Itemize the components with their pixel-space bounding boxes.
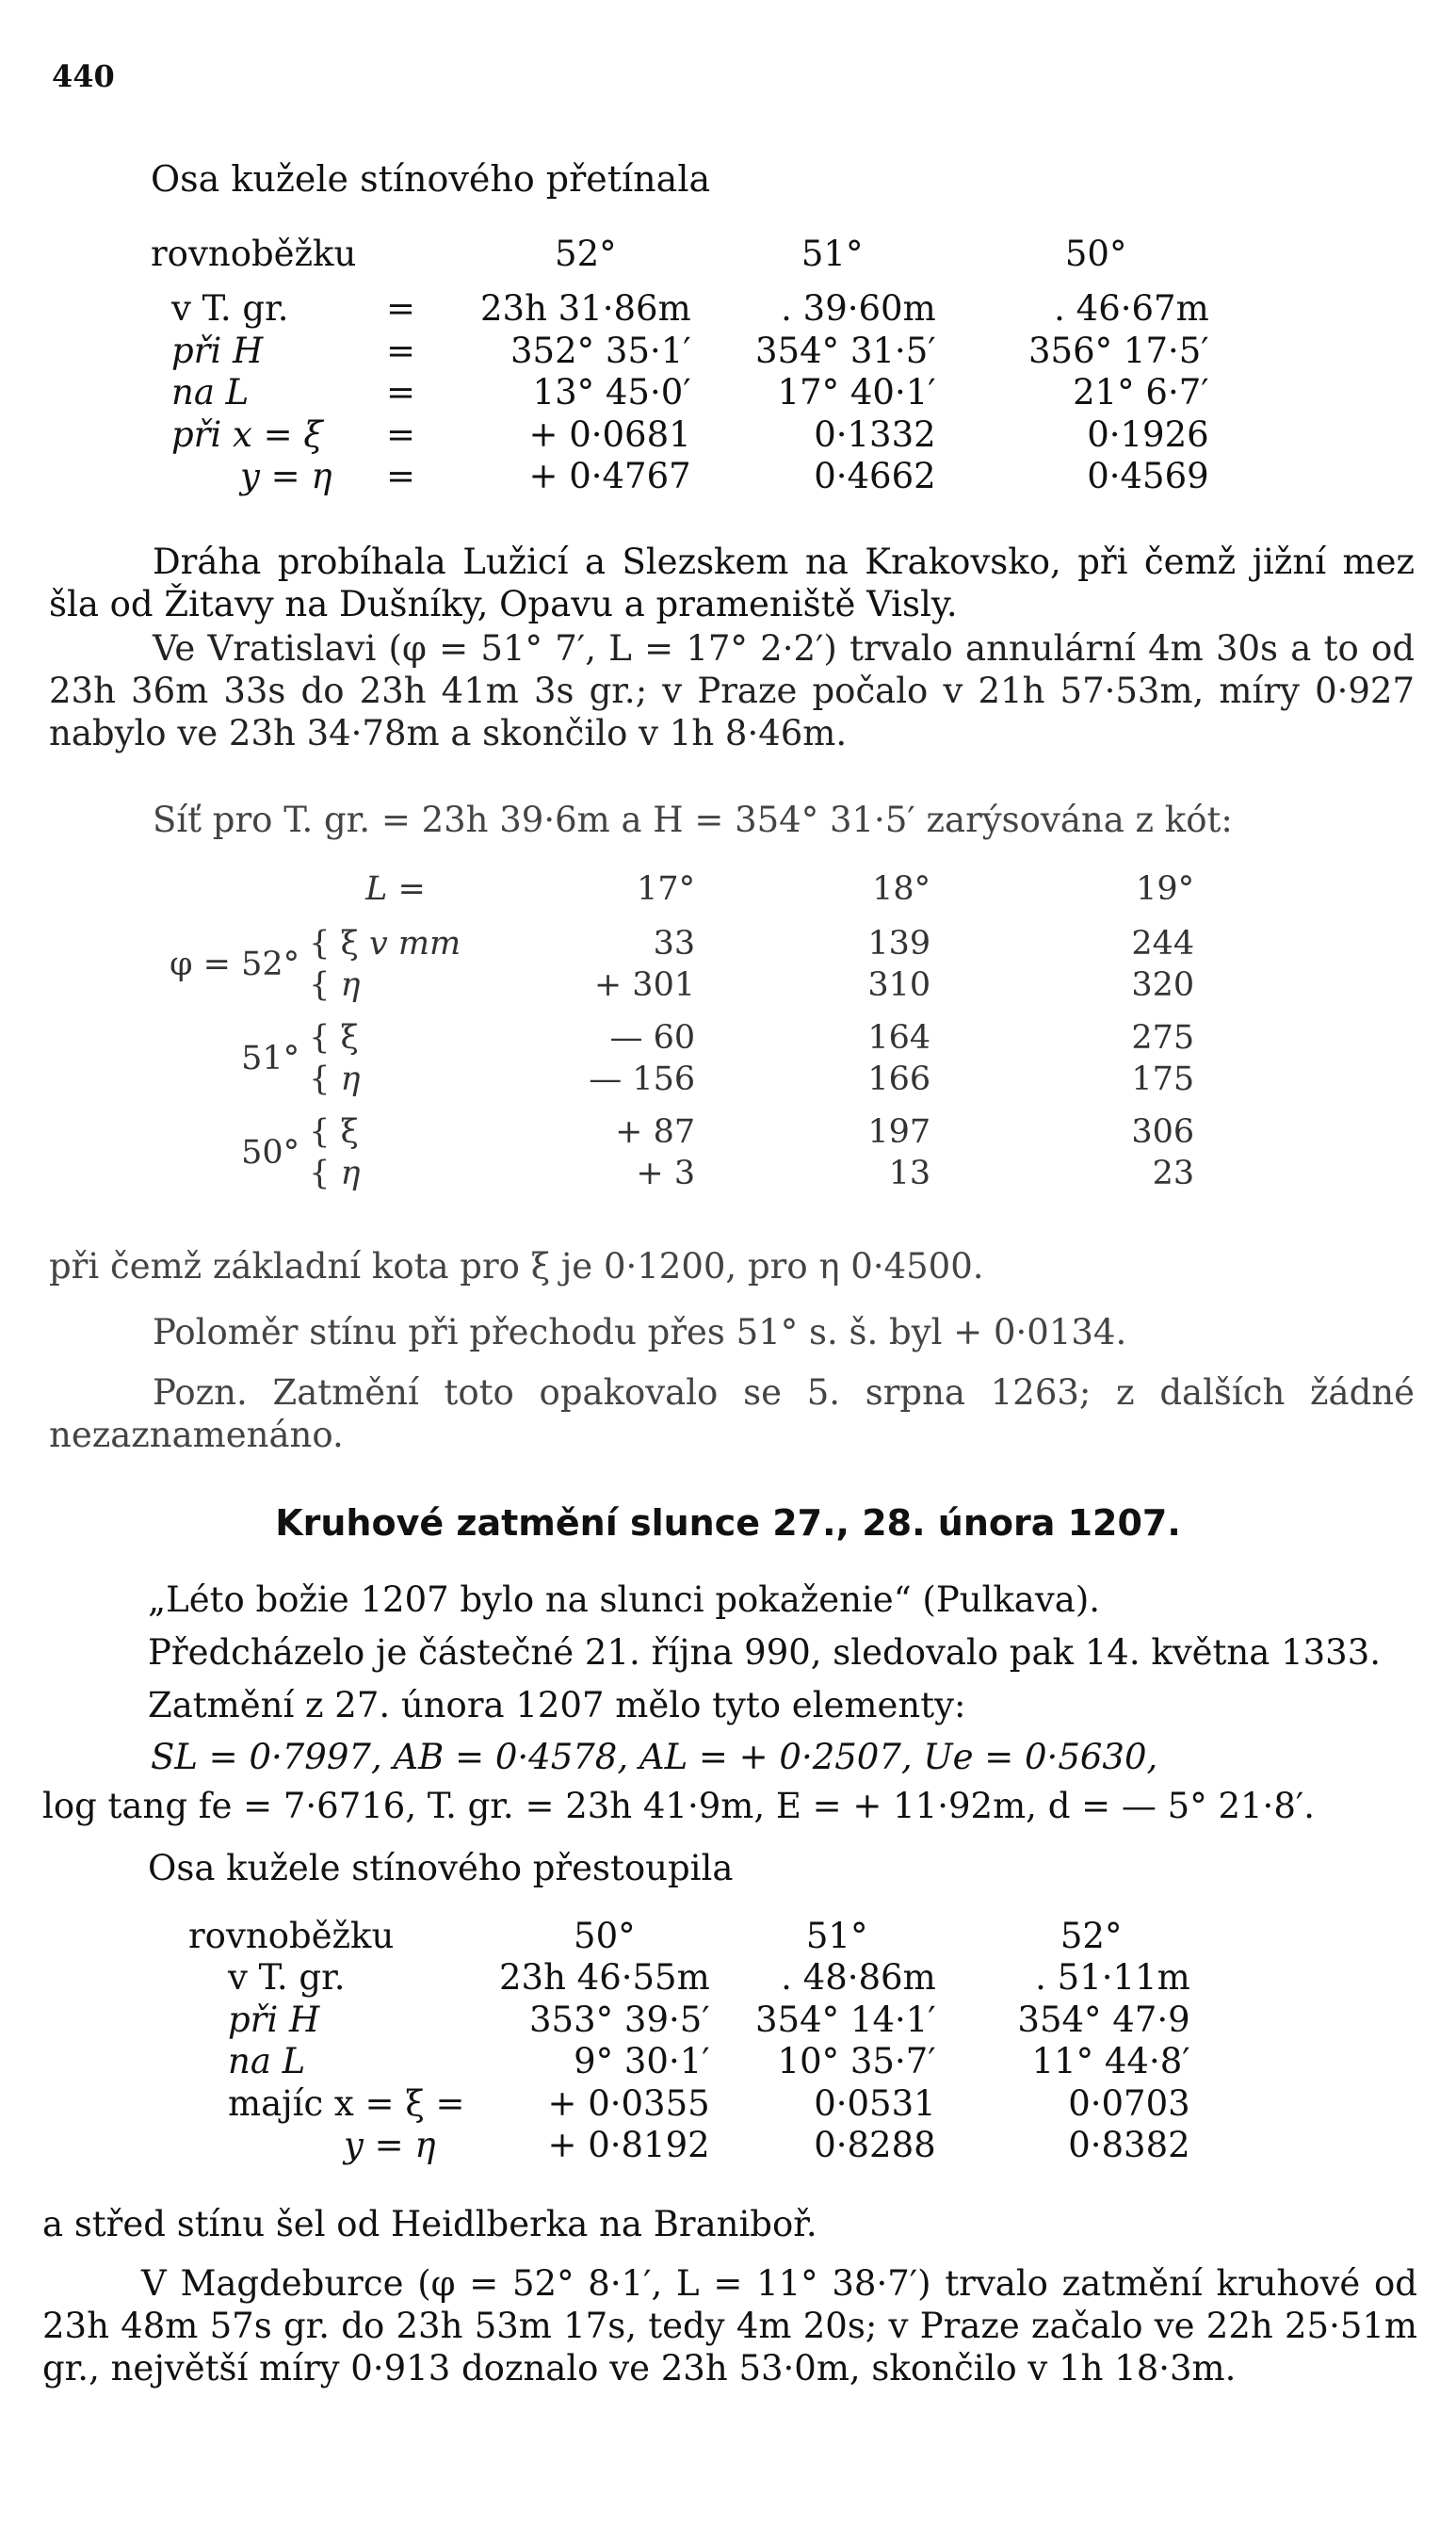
cell-50: 9° 30·1′ (574, 2041, 710, 2082)
table-row (188, 2000, 1219, 2041)
table-row (151, 372, 1219, 413)
cell-50: + 0·8192 (547, 2124, 710, 2165)
cell-52: + 0·0681 (528, 413, 691, 455)
grid-cell: 139 (867, 925, 931, 963)
row-label: při x = ξ (171, 413, 323, 455)
grid-row (170, 1059, 1194, 1100)
grid-cell: + 87 (615, 1113, 696, 1151)
grid-cell: + 301 (593, 966, 696, 1004)
grid-row (170, 964, 1194, 1006)
table-row (188, 2125, 1219, 2166)
table-header-row (151, 234, 1219, 275)
row-eq: = (386, 372, 416, 413)
section2-intro: Osa kužele stínového přestoupila (148, 1848, 734, 1888)
row-label (188, 2083, 499, 2125)
table-row (188, 2083, 1219, 2125)
grid-sym: { ξ (309, 1019, 359, 1057)
grid-cell: 33 (653, 925, 696, 963)
grid-sym: { ξ (309, 1113, 359, 1151)
cell-52: 0·0703 (1068, 2082, 1190, 2124)
note-repetition: Pozn. Zatmění toto opakovalo se 5. srpna 1263; z dalších žádné nezaznamenáno. (49, 1372, 1415, 1455)
grid-cell: 13 (888, 1155, 931, 1192)
grid-cell: 306 (1131, 1113, 1195, 1151)
phi-label: φ = 52° (170, 946, 300, 983)
cell-50: 356° 17·5′ (1028, 330, 1209, 371)
xi-symbol: ξ (340, 1019, 359, 1057)
table-row (151, 414, 1219, 456)
note-shadow-radius: Poloměr stínu při přechodu přes 51° s. š. byl + 0·0134. (153, 1312, 1127, 1352)
pulkava-quote: „Léto božie 1207 bylo na slunci pokaženie“ (Pulkava). (148, 1579, 1101, 1620)
cell-51: 0·1332 (814, 413, 936, 455)
grid-cell: 197 (867, 1113, 931, 1151)
row-label: y = η (240, 455, 332, 496)
paragraph-elements-intro: Zatmění z 27. února 1207 mělo tyto elementy: (148, 1685, 966, 1725)
row-eq: = (386, 288, 416, 330)
grid-table (170, 868, 1194, 1194)
cell-52: 0·8382 (1068, 2124, 1190, 2165)
paragraph-grid-intro: Síť pro T. gr. = 23h 39·6m a H = 354° 31·5′ zarýsována z kót: (153, 800, 1233, 840)
axis-table-2 (188, 1916, 1219, 2166)
cell-51: 0·0531 (814, 2082, 936, 2124)
cell-50: . 46·67m (1054, 288, 1209, 330)
grid-row (170, 1153, 1194, 1194)
row-label: při H (171, 330, 264, 371)
cell-52: . 51·11m (1035, 1957, 1190, 1999)
eta-symbol: η (340, 966, 361, 1004)
cell-50: 23h 46·55m (499, 1957, 710, 1999)
row-label: v T. gr. (228, 1957, 346, 1999)
cell-50: 21° 6·7′ (1073, 372, 1209, 413)
row-eq: = (386, 413, 416, 455)
grid-cell: 320 (1131, 966, 1195, 1004)
header-cell: 51° (805, 1916, 868, 1956)
cell-51: 0·8288 (814, 2124, 936, 2165)
grid-header-row (170, 868, 1194, 910)
grid-cell: — 156 (589, 1061, 696, 1098)
phi-label: 50° (241, 1134, 300, 1172)
row-label: v T. gr. (171, 288, 289, 330)
table-row (151, 288, 1219, 330)
grid-cell: 244 (1131, 925, 1195, 963)
table-row (151, 331, 1219, 372)
header-cell: rovnoběžku (188, 1916, 395, 1956)
cell-51: 354° 14·1′ (755, 1999, 936, 2040)
section1-intro: Osa kužele stínového přetínala (151, 158, 711, 200)
eta-symbol: η (340, 1155, 361, 1192)
header-cell: rovnoběžku (151, 234, 357, 274)
grid-sym: { η (309, 1155, 361, 1192)
elements-line-1: SL = 0·7997, AB = 0·4578, AL = + 0·2507, Ue = 0·5630, (151, 1737, 1158, 1777)
elements-line-2: log tang fe = 7·6716, T. gr. = 23h 41·9m, E = + 11·92m, d = — 5° 21·8′. (42, 1786, 1316, 1826)
cell-52: 23h 31·86m (480, 288, 691, 330)
table-row (188, 2041, 1219, 2082)
paragraph-preceded: Předcházelo je částečné 21. října 990, sledovalo pak 14. května 1333. (148, 1632, 1382, 1673)
header-cell: 51° (801, 234, 864, 274)
table-row (151, 456, 1219, 497)
page-number: 440 (52, 58, 115, 94)
cell-50: 0·4569 (1087, 455, 1209, 496)
phi-label: 51° (241, 1040, 300, 1077)
grid-row (170, 1111, 1194, 1153)
row-label: na L (171, 372, 250, 413)
header-cell: 50° (574, 1916, 636, 1956)
paragraph-heidelberg: a střed stínu šel od Heidlberka na Braniboř. (42, 2204, 817, 2244)
header-cell: 50° (1064, 234, 1127, 274)
cell-51: 0·4662 (814, 455, 936, 496)
cell-52: 13° 45·0′ (532, 372, 691, 413)
xi-symbol: ξ (340, 925, 359, 963)
cell-50: 0·1926 (1087, 413, 1209, 455)
paragraph-magdeburg: V Magdeburce (φ = 52° 8·1′, L = 11° 38·7′) trvalo zatmění kruhové od 23h 48m 57s gr. do 23h 53m 17s, tedy 4m 20s; v Praze začalo ve 22h 25·51m gr., největší míry 0·913 doznalo ve 23h 53·0m, skončilo v 1h 18·3m. (42, 2263, 1417, 2388)
table-header-row (188, 1916, 1219, 1957)
grid-cell: 164 (867, 1019, 931, 1057)
row-label-text: majíc x = ξ (228, 2082, 425, 2124)
section-heading: Kruhové zatmění slunce 27., 28. února 1207. (275, 1502, 1181, 1544)
header-cell: 52° (555, 234, 617, 274)
cell-52: + 0·4767 (528, 455, 691, 496)
grid-sym: { ξ v mm (309, 925, 461, 963)
grid-cell: — 60 (609, 1019, 696, 1057)
grid-cell: 166 (867, 1061, 931, 1098)
table-row (188, 1957, 1219, 1999)
row-eq: = (386, 455, 416, 496)
grid-cell: 175 (1131, 1061, 1195, 1098)
eta-symbol: η (340, 1061, 361, 1098)
cell-51: 10° 35·7′ (777, 2041, 936, 2082)
row-label: při H (228, 1999, 320, 2040)
col-17: 17° (637, 870, 696, 908)
cell-50: + 0·0355 (547, 2082, 710, 2124)
axis-table-1 (151, 234, 1219, 497)
row-eq: = (386, 330, 416, 371)
row-label: na L (228, 2041, 306, 2082)
cell-50: 353° 39·5′ (529, 1999, 710, 2040)
grid-cell: 310 (867, 966, 931, 1004)
paragraph-wroclaw: Ve Vratislavi (φ = 51° 7′, L = 17° 2·2′) trvalo annulární 4m 30s a to od 23h 36m 33s do 23h 41m 3s gr.; v Praze počalo v 21h 57·53m, míry 0·927 nabylo ve 23h 34·78m a skončilo v 1h 8·46m. (49, 628, 1415, 753)
grid-row (170, 1017, 1194, 1059)
cell-51: . 48·86m (781, 1957, 936, 1999)
row-eq: = (435, 2082, 465, 2124)
xi-symbol: ξ (340, 1113, 359, 1151)
phi-cell (170, 868, 309, 910)
row-label: y = η (344, 2124, 436, 2165)
grid-sym: { η (309, 1061, 361, 1098)
col-18: 18° (872, 870, 931, 908)
paragraph-path: Dráha probíhala Lužicí a Slezskem na Krakovsko, při čemž jižní mez šla od Žitavy na Dušníky, Opavu a prameniště Visly. (49, 542, 1415, 624)
cell-52: 11° 44·8′ (1031, 2041, 1190, 2082)
grid-row (170, 923, 1194, 964)
note-base-height: při čemž základní kota pro ξ je 0·1200, pro η 0·4500. (49, 1246, 984, 1287)
col-19: 19° (1136, 870, 1195, 908)
header-cell (386, 234, 480, 275)
grid-sym: { η (309, 966, 361, 1004)
cell-51: 354° 31·5′ (755, 330, 936, 371)
unit-label: v mm (368, 925, 461, 963)
cell-52: 354° 47·9 (1017, 1999, 1190, 2040)
header-cell: 52° (1060, 1916, 1123, 1956)
cell-52: 352° 35·1′ (510, 330, 691, 371)
cell-51: . 39·60m (781, 288, 936, 330)
grid-cell: + 3 (636, 1155, 696, 1192)
grid-cell: 275 (1131, 1019, 1195, 1057)
L-label: L = (365, 870, 426, 908)
grid-cell: 23 (1152, 1155, 1195, 1192)
cell-51: 17° 40·1′ (777, 372, 936, 413)
